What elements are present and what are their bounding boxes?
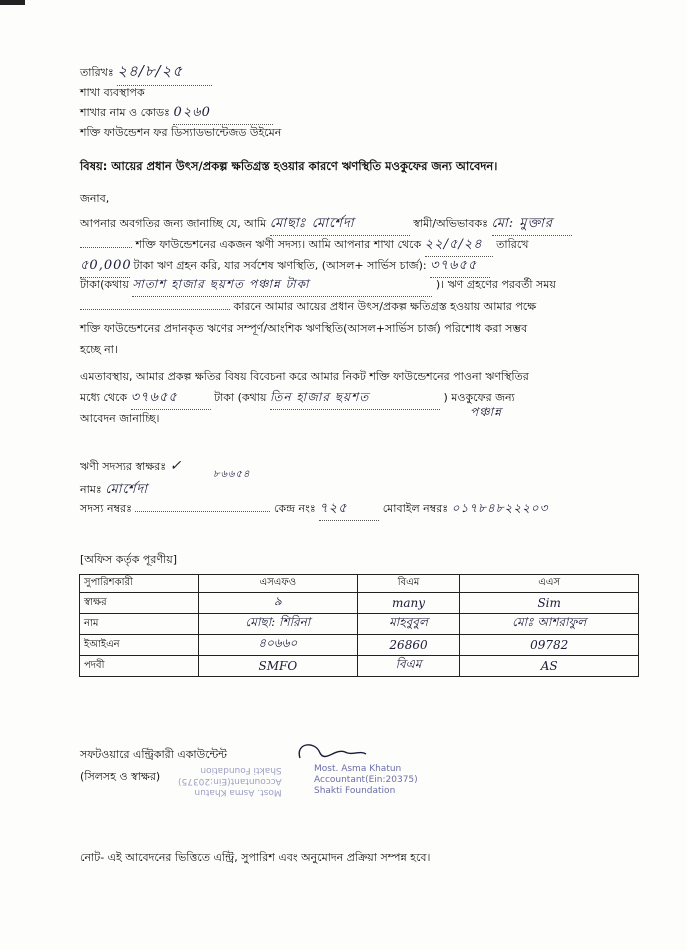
- addressee-line1: শাখা ব্যবস্থাপক: [80, 86, 145, 99]
- para1-text5: টাকা ঋণ গ্রহন করি, যার সর্বশেষ ঋণস্থিতি, (আসল+ সার্ভিস চার্জ):: [133, 259, 427, 272]
- office-table-header: [80, 575, 639, 593]
- blank-line: [80, 247, 132, 248]
- row-label-ein: ইআইএন: [80, 635, 199, 656]
- header-bm: বিএম: [357, 575, 460, 593]
- para1-line2: [80, 235, 528, 257]
- row-label-name: নাম: [80, 614, 199, 635]
- date-row: [80, 60, 212, 86]
- stamp-org: Shakti Foundation: [314, 786, 396, 796]
- mirrored-stamp-org: Shakti Foundation: [200, 765, 282, 775]
- name-bm: মাহবুবুল: [357, 614, 460, 635]
- para1-text7: )। ঋণ গ্রহণের পরবর্তী সময়: [435, 278, 556, 291]
- table-row: [80, 656, 639, 677]
- designation-sfo: SMFO: [199, 656, 358, 677]
- loan-balance: ৩৭৬৫৫: [430, 256, 490, 278]
- para1-line5: [80, 298, 536, 317]
- waiver-amount-words: তিন হাজার ছয়শত: [270, 389, 440, 410]
- corner-mark: [0, 0, 25, 5]
- table-row: [80, 614, 639, 635]
- member-signature: ✓: [169, 458, 183, 474]
- blank-line: [80, 309, 230, 310]
- branch-label: শাখার নাম ও কোডঃ: [80, 106, 170, 119]
- waiver-amount: ৩৭৬৫৫: [131, 388, 211, 410]
- designation-as: AS: [460, 656, 639, 677]
- member-number-label: সদস্য নম্বরঃ: [80, 502, 132, 515]
- balance-in-words: সাতাশ হাজার ছয়শত পঞ্চান্ন টাকা: [132, 276, 432, 297]
- designation-bm: বিএম: [357, 656, 460, 677]
- subject: বিষয়: আয়ের প্রধান উৎস/প্রকল্প ক্ষতিগ্রস্ত হওয়ার কারণে ঋণস্থিতি মওকুফের জন্য আবেদন।: [80, 159, 498, 173]
- mirrored-stamp: [178, 764, 282, 797]
- table-row: [80, 593, 639, 614]
- stamp-title: Accountant(Ein:20375): [314, 775, 418, 785]
- stamp-name: Most. Asma Khatun: [314, 764, 402, 774]
- waiver-amount-words-cont: পঞ্চান্ন: [470, 405, 502, 419]
- member-signature-label: ঋণী সদস্যর স্বাক্ষরঃ: [80, 460, 167, 473]
- para1-line1: [80, 214, 572, 236]
- office-section-header: [অফিস কর্তৃক পূরণীয়]: [80, 553, 177, 566]
- member-name-label: নামঃ: [80, 483, 102, 496]
- loan-date: ২২/৫/২৪: [425, 235, 493, 257]
- member-number-row: [80, 499, 548, 521]
- para1-line6: শক্তি ফাউন্ডেশনের প্রদানকৃত ঋণের সম্পূর্ণ/আংশিক ঋণস্থিতি(আসল+সার্ভিস চার্জ) পরিশোধ করা সম্ভব: [80, 322, 528, 335]
- para2-text4: ) মওকুফের জন্য: [443, 391, 515, 404]
- para1-line4: [80, 276, 556, 297]
- signature-sfo: ৯: [199, 593, 358, 614]
- member-signature-row: [80, 458, 182, 477]
- table-row: [80, 635, 639, 656]
- para1-text1: আপনার অবগতির জন্য জানাচ্ছি যে, আমি: [80, 217, 267, 230]
- guardian-name: মো: মুক্তার: [492, 214, 572, 236]
- para2-text2: মধ্যে থেকে: [80, 391, 128, 404]
- para1-text8: কারনে আমার আয়ের প্রধান উৎস/প্রকল্প ক্ষতিগ্রস্ত হওয়ায় আমার পক্ষে: [233, 300, 537, 313]
- name-as: মোঃ আশরাফুল: [460, 614, 639, 635]
- branch-code: 0২৬0: [173, 103, 273, 125]
- header-sfo: এসএফও: [199, 575, 358, 593]
- ein-as: 09782: [460, 635, 639, 656]
- para1-text6: টাকা(কথায়: [80, 278, 129, 291]
- salutation: জনাব,: [80, 192, 110, 205]
- ein-sfo: ৪০৬৬০: [199, 635, 358, 656]
- center-label: কেন্দ্র নংঃ: [273, 502, 316, 515]
- signature-bm: many: [357, 593, 460, 614]
- header-as: এএস: [460, 575, 639, 593]
- mobile-label: মোবাইল নম্বরঃ: [382, 502, 449, 515]
- header-recommender: সুপারিশকারী: [80, 575, 199, 593]
- footer-note: নোট- এই আবেদনের ভিত্তিতে এন্ট্রি, সুপারিশ এবং অনুমোদন প্রক্রিয়া সম্পন্ন হবে।: [80, 851, 431, 864]
- accountant-stamp: [314, 764, 418, 797]
- para2-line2: [80, 388, 515, 410]
- signature-as: Sim: [460, 593, 639, 614]
- branch-row: [80, 103, 273, 125]
- office-table: [79, 574, 639, 677]
- para1-line3: [80, 256, 490, 278]
- row-label-signature: স্বাক্ষর: [80, 593, 199, 614]
- center-number: ৭২৫: [319, 499, 379, 521]
- date-label: তারিখঃ: [80, 66, 114, 79]
- mirrored-stamp-name: Most. Asma Khatun: [194, 787, 282, 797]
- loan-amount: ৫0,000: [80, 256, 130, 278]
- accountant-line1: সফটওয়ারে এন্ট্রিকারী একাউন্টেন্ট: [80, 748, 227, 761]
- org-name: শক্তি ফাউন্ডেশন ফর ডিস্যাডভান্টেজড উইমেন: [80, 126, 282, 139]
- applicant-name: মোছাঃ মোর্শেদা: [270, 214, 410, 236]
- para2-line1: এমতাবস্থায়, আমার প্রকল্প ক্ষতির বিষয় বিবেচনা করে আমার নিকট শক্তি ফাউন্ডেশনের পাওনা ঋণস্থিতির: [80, 370, 529, 383]
- member-name: মোর্শেদা: [105, 482, 149, 497]
- para1-text2: স্বামী/অভিভাবকঃ: [413, 217, 489, 230]
- row-label-designation: পদবী: [80, 656, 199, 677]
- para1-text4: তারিখে: [496, 238, 529, 251]
- ein-bm: 26860: [357, 635, 460, 656]
- para2-line3: আবেদন জানাচ্ছি।: [80, 412, 160, 425]
- member-number-blank: [135, 511, 270, 512]
- para2-text3: টাকা (কথায়: [214, 391, 267, 404]
- para1-text3: শক্তি ফাউন্ডেশনের একজন ঋণী সদস্য। আমি আপনার শাখা থেকে: [135, 238, 422, 251]
- member-signature-number: ৮৬৬৫৪: [213, 469, 251, 480]
- member-name-row: [80, 480, 148, 501]
- para1-line7: হচ্ছে না।: [80, 343, 118, 356]
- name-sfo: মোছা: শিরিনা: [199, 614, 358, 635]
- mirrored-stamp-title: Accountant(Ein:20375): [178, 776, 282, 786]
- mobile-number: ০১৭৮৪৮২২২০৩: [451, 501, 549, 515]
- date-value: ২৪/৮/২৫: [117, 60, 212, 86]
- accountant-line2: (সিলসহ ও স্বাক্ষর): [80, 770, 161, 783]
